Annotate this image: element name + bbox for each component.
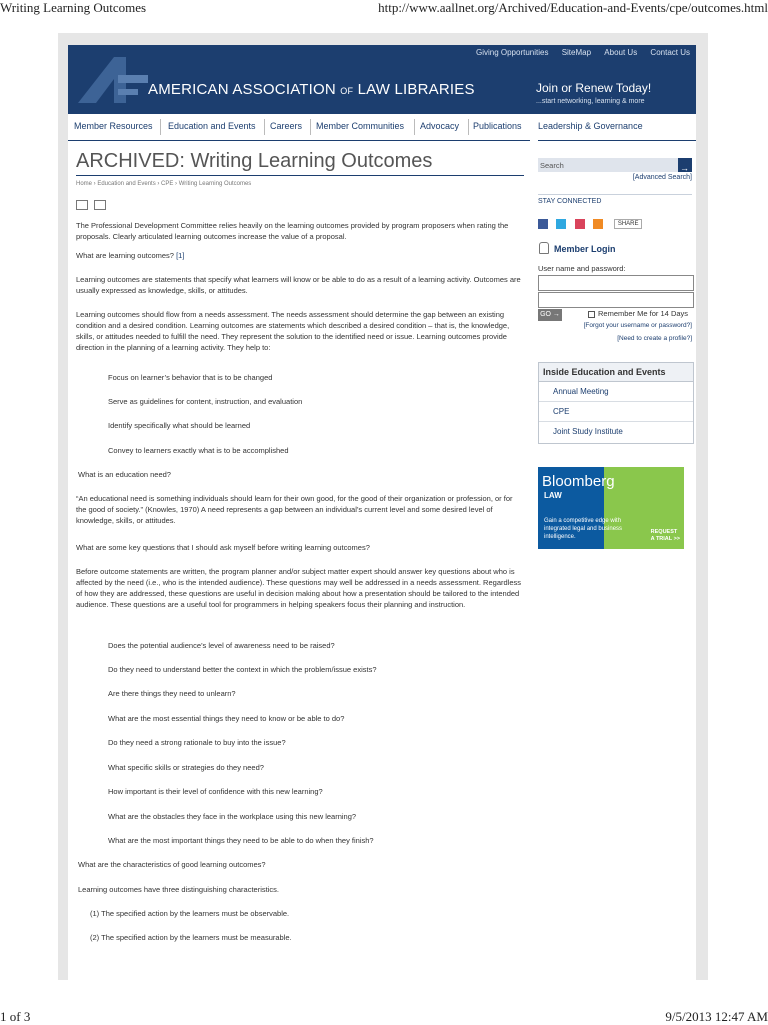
list-item: Do they need a strong rationale to buy into the issue? — [108, 738, 286, 747]
breadcrumb[interactable]: Home › Education and Events › CPE › Writing Learning Outcomes — [76, 181, 252, 187]
inside-education-box — [538, 362, 694, 444]
ad-cta-line2: A TRIAL >> — [650, 536, 680, 542]
nav-divider — [310, 119, 311, 135]
nav-divider — [414, 119, 415, 135]
forgot-credentials-link[interactable]: [Forgot your username or password?] — [583, 322, 692, 329]
print-footer-date: 9/5/2013 12:47 AM — [665, 1009, 768, 1024]
list-item: What are the most essential things they need to know or be able to do? — [108, 714, 345, 723]
list-item: What specific skills or strategies do they need? — [108, 763, 264, 772]
site-banner — [68, 45, 696, 114]
nav-publications[interactable]: Publications — [473, 121, 522, 131]
question-heading — [76, 250, 524, 261]
list-item: What are the most important things they need to be able to do when they finish? — [108, 836, 374, 845]
nav-advocacy[interactable]: Advocacy — [420, 121, 460, 131]
utility-nav — [465, 48, 690, 57]
list-item: Serve as guidelines for content, instruction, and evaluation — [108, 397, 303, 406]
question-heading: What are some key questions that I should ask myself before writing learning outcomes? — [76, 543, 370, 552]
social-links — [538, 215, 642, 233]
paragraph: Learning outcomes have three distinguishing characteristics. — [78, 885, 279, 894]
facebook-icon[interactable] — [538, 219, 548, 229]
rss-icon[interactable] — [593, 219, 603, 229]
paragraph: “An educational need is something individuals should learn for their own good, for the good of their organization or profession, or for the good of society.” (Knowles, 1970) A need represents a gap between an individual’s current level and some desired level of knowledge, skills, or attitudes. — [76, 494, 513, 525]
question-text: What are learning outcomes? — [76, 251, 174, 260]
ad-brand-sub: LAW — [544, 491, 562, 500]
title-divider — [76, 175, 524, 176]
nav-education-events[interactable]: Education and Events — [168, 121, 256, 131]
list-item: Does the potential audience’s level of awareness need to be raised? — [108, 641, 335, 650]
remember-label: Remember Me for 14 Days — [598, 309, 689, 318]
login-go-button[interactable]: GO → — [538, 309, 562, 321]
org-name-of: OF — [340, 86, 354, 96]
remember-me[interactable] — [588, 309, 688, 318]
remember-checkbox[interactable] — [588, 311, 595, 318]
page-tools — [76, 197, 112, 215]
list-item: Are there things they need to unlearn? — [108, 689, 236, 698]
print-footer-page: 1 of 3 — [0, 1009, 31, 1024]
list-item: Do they need to understand better the context in which the problem/issue exists? — [108, 665, 377, 674]
ad-cta-line1: REQUEST — [650, 529, 678, 535]
page-title: ARCHIVED: Writing Learning Outcomes — [76, 150, 433, 172]
utility-link-sitemap[interactable]: SiteMap — [561, 48, 592, 57]
ad-copy: Gain a competitive edge with integrated legal and business intelligence. — [544, 518, 623, 540]
print-header-url: http://www.aallnet.org/Archived/Education-and-Events/cpe/outcomes.html — [378, 0, 768, 15]
page-frame — [58, 33, 708, 980]
paragraph: Learning outcomes are statements that specify what learners will know or be able to do as a result of a learning activity. Outcomes are usually expressed as knowledge, skills, or attitudes. — [76, 275, 521, 295]
member-login-heading: Member Login — [554, 244, 616, 254]
print-header-title: Writing Learning Outcomes — [0, 0, 147, 15]
bloomberg-ad[interactable] — [538, 467, 684, 549]
box-link-joint-study[interactable]: Joint Study Institute — [553, 427, 623, 436]
username-input[interactable] — [538, 275, 694, 291]
search-input[interactable] — [538, 158, 692, 172]
email-icon[interactable] — [94, 200, 106, 210]
paragraph: Learning outcomes should flow from a needs assessment. The needs assessment should determine the gap between an existing condition and a desired condition. Learning outcomes are statements which described a desired condition – that is, the knowledge, skills, or attitudes needed to fulfill the need. They represent the solution to the identified need or issue. Learning outcomes provide direction in the planning of a learning activity. They help to: — [76, 310, 510, 352]
print-icon[interactable] — [76, 200, 88, 210]
footnote-link[interactable]: [1] — [176, 251, 185, 260]
question-heading: What is an education need? — [78, 470, 171, 479]
search-button[interactable] — [678, 158, 692, 172]
utility-link-about[interactable]: About Us — [604, 48, 638, 57]
nav-leadership-label: Leadership & Governance — [538, 121, 643, 131]
org-name-part-b: LAW LIBRARIES — [357, 81, 475, 98]
password-input[interactable] — [538, 292, 694, 308]
nav-divider — [264, 119, 265, 135]
list-item: What are the obstacles they face in the workplace using this new learning? — [108, 812, 357, 821]
utility-link-contact[interactable]: Contact Us — [650, 48, 690, 57]
nav-divider — [160, 119, 161, 135]
ad-brand: Bloomberg — [542, 473, 615, 490]
aall-logo-icon[interactable] — [74, 51, 154, 109]
utility-link-giving[interactable]: Giving Opportunities — [475, 48, 549, 57]
paragraph: Before outcome statements are written, the program planner and/or subject matter expert should answer key questions about who is affected by the need (i.e., who is the intended audience). These questions may well be addressed in a needs assessment. Regardless of how they are addressed, these questions are useful in decision making about how a presentation should be tailored to the intended audience. These questions are a useful tool for programmers in helping speakers focus their planning and instruction. — [76, 567, 521, 609]
nav-careers[interactable]: Careers — [270, 121, 303, 131]
nav-leadership-governance[interactable] — [538, 116, 696, 141]
page-content — [68, 45, 696, 980]
advanced-search-link[interactable]: [Advanced Search] — [632, 174, 692, 181]
box-link-cpe[interactable]: CPE — [539, 402, 693, 422]
go-label: GO — [540, 311, 551, 318]
twitter-icon[interactable] — [556, 219, 566, 229]
login-label: User name and password: — [538, 264, 626, 273]
join-renew-link[interactable]: Join or Renew Today! — [536, 81, 652, 95]
share-button[interactable]: SHARE — [614, 219, 643, 229]
org-name[interactable] — [148, 81, 475, 98]
list-item: How important is their level of confidence with this new learning? — [108, 787, 323, 796]
list-item: Convey to learners exactly what is to be accomplished — [108, 446, 289, 455]
nav-member-resources[interactable]: Member Resources — [74, 121, 153, 131]
flickr-icon[interactable] — [575, 219, 585, 229]
question-heading: What are the characteristics of good learning outcomes? — [78, 860, 266, 869]
create-profile-link[interactable]: [Need to create a profile?] — [617, 335, 692, 342]
join-renew-tagline: ...start networking, learning & more — [536, 98, 645, 105]
main-nav — [68, 116, 530, 141]
box-heading: Inside Education and Events — [539, 363, 693, 382]
list-item: (1) The specified action by the learners must be observable. — [90, 909, 290, 918]
list-item: (2) The specified action by the learners must be measurable. — [90, 933, 292, 942]
list-item: Identify specifically what should be learned — [108, 421, 251, 430]
stay-connected-heading: STAY CONNECTED — [538, 198, 602, 205]
divider — [538, 194, 692, 195]
lock-icon — [539, 242, 549, 254]
intro-paragraph: The Professional Development Committee relies heavily on the learning outcomes provided by program proposers when rating the proposals. Clearly articulated learning outcomes increase the value of a proposal. — [76, 221, 509, 241]
search-placeholder: Search — [540, 161, 564, 170]
nav-divider — [468, 119, 469, 135]
box-link-annual-meeting[interactable]: Annual Meeting — [539, 382, 693, 402]
org-name-part-a: AMERICAN ASSOCIATION — [148, 81, 336, 98]
arrow-right-icon: → — [680, 163, 689, 173]
ad-cta[interactable] — [651, 529, 680, 543]
list-item: Focus on learner’s behavior that is to be changed — [108, 373, 273, 382]
nav-member-communities[interactable]: Member Communities — [316, 121, 405, 131]
